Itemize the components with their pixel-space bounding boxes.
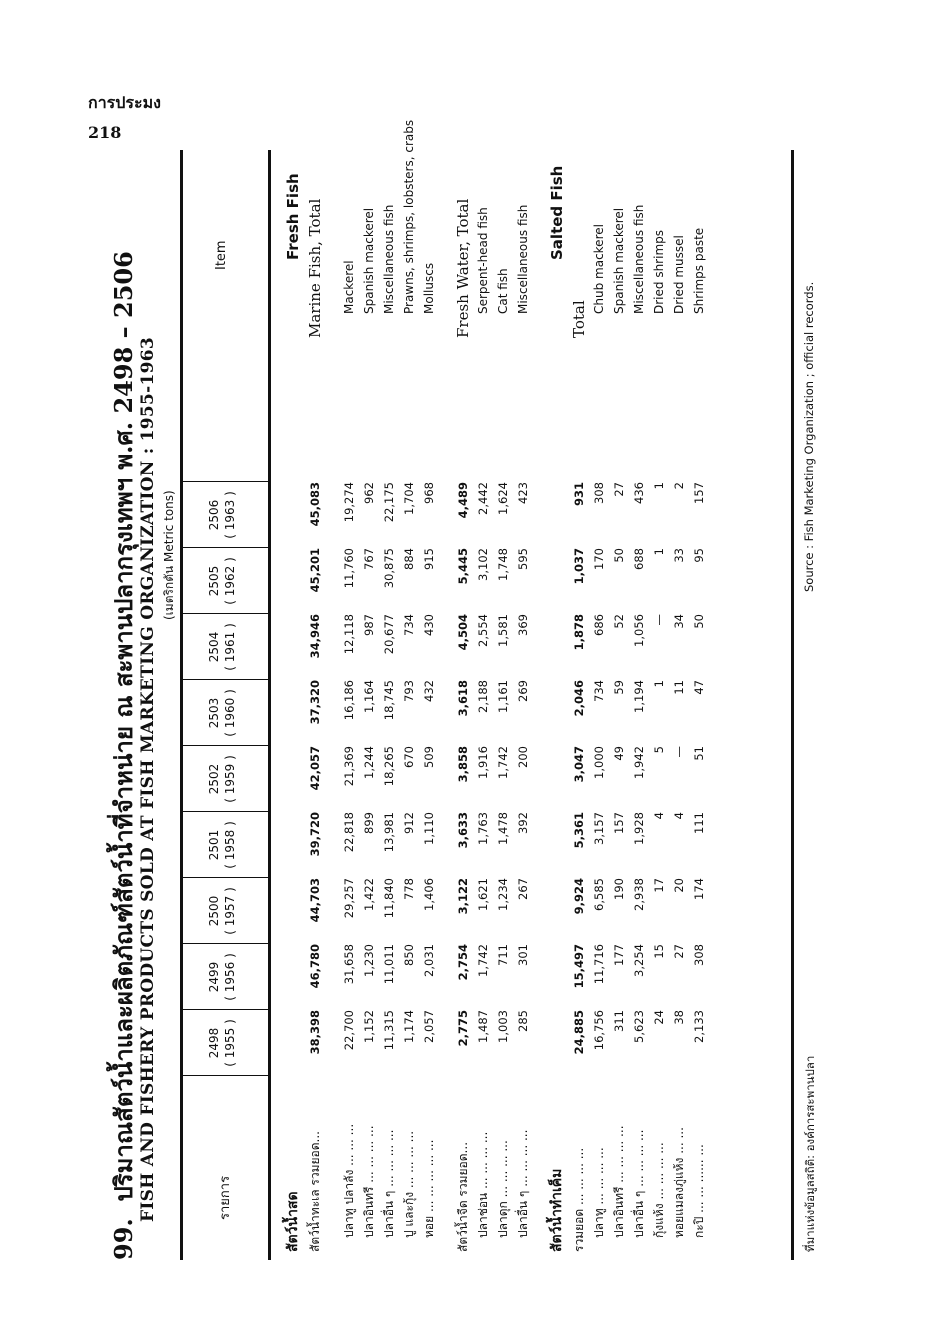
item-english: Fresh Water, Total (454, 198, 472, 338)
value-cell: 5 (652, 746, 666, 754)
value-cell: 3,618 (456, 680, 470, 717)
value-cell: 11,760 (342, 548, 356, 589)
value-cell: 20,677 (382, 614, 396, 655)
value-cell: 38,398 (308, 1010, 322, 1055)
item-english: Mackerel (342, 260, 356, 314)
value-cell: 1,422 (362, 878, 376, 911)
value-cell: 3,254 (632, 944, 646, 977)
value-cell: 29,257 (342, 878, 356, 919)
value-cell: 11,315 (382, 1010, 396, 1051)
value-cell: 11,840 (382, 878, 396, 919)
table-row (610, 150, 629, 1260)
item-thai: ปลาอินทรี ... ... ... ... (612, 1125, 626, 1238)
item-english: Spanish mackerel (612, 207, 626, 314)
year-header (206, 746, 238, 812)
table-row (630, 150, 649, 1260)
table-row (360, 150, 379, 1260)
item-english: Cat fish (496, 268, 510, 314)
value-cell: 2,442 (476, 482, 490, 515)
value-cell: 711 (496, 944, 510, 966)
value-cell: 18,745 (382, 680, 396, 721)
value-cell: 45,201 (308, 548, 322, 593)
value-cell: 5,623 (632, 1010, 646, 1043)
value-cell: 1,037 (572, 548, 586, 585)
value-cell: 170 (592, 548, 606, 570)
year-be: 2503 (207, 697, 221, 729)
value-cell: 1,194 (632, 680, 646, 713)
year-be: 2500 (207, 895, 221, 927)
value-cell: 4,489 (456, 482, 470, 519)
year-be: 2502 (207, 763, 221, 795)
header-rule (268, 150, 271, 1260)
source-thai: ที่มาแห่งข้อมูลสถิติ: องค์การสะพานปลา (803, 1055, 817, 1252)
value-cell: 34,946 (308, 614, 322, 659)
value-cell: 915 (422, 548, 436, 570)
value-cell: 734 (402, 614, 416, 636)
year-header (206, 680, 238, 746)
year-be: 2498 (207, 1027, 221, 1059)
total-row (454, 150, 473, 1260)
value-cell: 22,175 (382, 482, 396, 523)
item-thai: หอยแมลงภู่แห้ง ... ... (672, 1127, 686, 1238)
item-english: Miscellaneous fish (382, 204, 396, 314)
value-cell: 45,083 (308, 482, 322, 527)
value-cell: 2,046 (572, 680, 586, 717)
value-cell: 1,748 (496, 548, 510, 581)
value-cell: 311 (612, 1010, 626, 1032)
value-cell: 3,858 (456, 746, 470, 783)
item-english: Spanish mackerel (362, 207, 376, 314)
value-cell: 177 (612, 944, 626, 966)
table-row (590, 150, 609, 1260)
value-cell: 27 (612, 482, 626, 497)
value-cell: 987 (362, 614, 376, 636)
item-thai: ปลาอินทรี ... ... ... ... (362, 1125, 376, 1238)
value-cell: 200 (516, 746, 530, 768)
unit-label: (เมตริกตัน Metric tons) (162, 490, 176, 620)
value-cell: 3,633 (456, 812, 470, 849)
value-cell: 4 (652, 812, 666, 820)
value-cell: 1,742 (476, 944, 490, 977)
section-heading-row (548, 150, 567, 1260)
value-cell: 1,003 (496, 1010, 510, 1043)
value-cell: 2,031 (422, 944, 436, 977)
value-cell: 1,161 (496, 680, 510, 713)
value-cell: 670 (402, 746, 416, 768)
item-thai: สัตว์น้ำจืด รวมยอด... (456, 1141, 470, 1252)
value-cell: 1 (652, 482, 666, 490)
value-cell: 884 (402, 548, 416, 570)
value-cell: 5,445 (456, 548, 470, 585)
value-cell: 1,916 (476, 746, 490, 779)
value-cell: 1,487 (476, 1010, 490, 1043)
value-cell: 34 (672, 614, 686, 629)
value-cell: 1,763 (476, 812, 490, 845)
total-row (306, 150, 325, 1260)
value-cell: 1 (652, 680, 666, 688)
value-cell: 27 (672, 944, 686, 959)
value-cell: 39,720 (308, 812, 322, 857)
year-ad: ( 1962 ) (223, 557, 237, 605)
value-cell: 1,878 (572, 614, 586, 651)
value-cell: 1,621 (476, 878, 490, 911)
item-thai: สัตว์น้ำสด (285, 1191, 301, 1252)
item-thai: ปลาดุก ... ... ... ... (496, 1140, 510, 1238)
value-cell: 174 (692, 878, 706, 900)
value-cell: 686 (592, 614, 606, 636)
item-english: Miscellaneous fish (516, 204, 530, 314)
year-header (206, 944, 238, 1010)
value-cell: 2,057 (422, 1010, 436, 1043)
value-cell: 2,554 (476, 614, 490, 647)
value-cell: 16,756 (592, 1010, 606, 1051)
value-cell: 11,716 (592, 944, 606, 985)
value-cell: 31,658 (342, 944, 356, 985)
item-english: Salted Fish (548, 165, 566, 260)
item-english: Molluscs (422, 262, 436, 314)
item-english: Dried shrimps (652, 229, 666, 314)
value-cell: 301 (516, 944, 530, 966)
value-cell: 157 (692, 482, 706, 504)
value-cell: 931 (572, 482, 586, 507)
bottom-rule (791, 150, 794, 1260)
value-cell: 5,361 (572, 812, 586, 849)
value-cell: 2,754 (456, 944, 470, 981)
value-cell: 52 (612, 614, 626, 629)
item-thai: กะปิ ... ... ...... ... (692, 1144, 706, 1238)
table-title-th: ปริมาณสัตว์น้ำและผลิตภัณฑ์สัตว์น้ำที่จำหน่าย ณ สะพานปลากรุงเทพฯ พ.ศ. 2498 – 2506 (109, 251, 138, 1202)
year-ad: ( 1961 ) (223, 623, 237, 671)
value-cell: 44,703 (308, 878, 322, 923)
page-number: 218 (88, 123, 122, 142)
year-header (206, 1010, 238, 1076)
value-cell: 16,186 (342, 680, 356, 721)
item-english: Dried mussel (672, 235, 686, 314)
section-heading-row (284, 150, 303, 1260)
value-cell: 19,274 (342, 482, 356, 523)
value-cell: 22,700 (342, 1010, 356, 1051)
value-cell: 49 (612, 746, 626, 761)
item-english: Marine Fish, Total (306, 198, 324, 338)
value-cell: 2,938 (632, 878, 646, 911)
value-cell: 1,624 (496, 482, 510, 515)
table-row (380, 150, 399, 1260)
value-cell: 190 (612, 878, 626, 900)
value-cell: 688 (632, 548, 646, 570)
value-cell: 793 (402, 680, 416, 702)
value-cell: 1,000 (592, 746, 606, 779)
value-cell: 42,057 (308, 746, 322, 791)
value-cell: 21,369 (342, 746, 356, 787)
year-header (206, 812, 238, 878)
item-english: Chub mackerel (592, 224, 606, 314)
value-cell: 308 (592, 482, 606, 504)
table-number: 99. (109, 1218, 138, 1260)
value-cell: 46,780 (308, 944, 322, 989)
rotated-table (96, 119, 826, 1260)
year-ad: ( 1958 ) (223, 821, 237, 869)
value-cell: 33 (672, 548, 686, 563)
value-cell: 432 (422, 680, 436, 702)
value-cell: 18,265 (382, 746, 396, 787)
item-english: Prawns, shrimps, lobsters, crabs (402, 119, 416, 314)
item-thai: ปลาอื่น ๆ ... ... ... ... (382, 1129, 396, 1238)
value-cell: 1,942 (632, 746, 646, 779)
value-cell: 1,230 (362, 944, 376, 977)
value-cell: 38 (672, 1010, 686, 1025)
value-cell: 4,504 (456, 614, 470, 651)
value-cell: 1,742 (496, 746, 510, 779)
value-cell: 962 (362, 482, 376, 504)
value-cell: 1,244 (362, 746, 376, 779)
top-rule (180, 150, 183, 1260)
item-thai: สัตว์น้ำทำเค็ม (549, 1168, 565, 1252)
value-cell: 111 (692, 812, 706, 834)
value-cell: 12,118 (342, 614, 356, 655)
value-cell: 2,133 (692, 1010, 706, 1043)
value-cell: 734 (592, 680, 606, 702)
table-title-english: FISH AND FISHERY PRODUCTS SOLD AT FISH MARKETING ORGANIZATION : 1955-1963 (138, 336, 158, 1222)
source-english: Source : Fish Marketing Organization ; official records. (802, 281, 816, 592)
value-cell: 95 (692, 548, 706, 563)
value-cell: 509 (422, 746, 436, 768)
value-cell: 308 (692, 944, 706, 966)
value-cell: 3,122 (456, 878, 470, 915)
value-cell: 1,478 (496, 812, 510, 845)
value-cell: 22,818 (342, 812, 356, 853)
value-cell: 1,164 (362, 680, 376, 713)
item-thai: ปลาอื่น ๆ ... ... ... ... (516, 1129, 530, 1238)
value-cell: 6,585 (592, 878, 606, 911)
value-cell: 3,102 (476, 548, 490, 581)
value-cell: 1,406 (422, 878, 436, 911)
value-cell: 1,056 (632, 614, 646, 647)
item-thai: ปลาทู ... ... ... ... (592, 1147, 606, 1238)
value-cell: 15,497 (572, 944, 586, 989)
value-cell: 11 (672, 680, 686, 695)
value-cell: 423 (516, 482, 530, 504)
value-cell: — (652, 614, 666, 626)
table-row (650, 150, 669, 1260)
value-cell: 269 (516, 680, 530, 702)
year-header (206, 878, 238, 944)
value-cell: 285 (516, 1010, 530, 1032)
year-ad: ( 1955 ) (223, 1019, 237, 1067)
value-cell: 1,110 (422, 812, 436, 845)
year-ad: ( 1960 ) (223, 689, 237, 737)
table-row (494, 150, 513, 1260)
value-cell: 157 (612, 812, 626, 834)
item-english: Serpent-head fish (476, 207, 490, 314)
value-cell: 2,188 (476, 680, 490, 713)
value-cell: 430 (422, 614, 436, 636)
item-english: Fresh Fish (284, 173, 302, 260)
value-cell: 2,775 (456, 1010, 470, 1047)
value-cell: 968 (422, 482, 436, 504)
value-cell: 59 (612, 680, 626, 695)
value-cell: 24 (652, 1010, 666, 1025)
table-row (340, 150, 359, 1260)
item-english: Miscellaneous fish (632, 204, 646, 314)
total-row (570, 150, 589, 1260)
value-cell: 3,157 (592, 812, 606, 845)
value-cell: 51 (692, 746, 706, 761)
table-row (474, 150, 493, 1260)
item-thai: รวมยอด ... ... ... ... (572, 1147, 586, 1252)
value-cell: 778 (402, 878, 416, 900)
value-cell: 899 (362, 812, 376, 834)
item-thai: สัตว์น้ำทะเล รวมยอด... (308, 1131, 322, 1252)
column-label-english: Item (214, 240, 229, 270)
value-cell: 595 (516, 548, 530, 570)
value-cell: 767 (362, 548, 376, 570)
value-cell: 37,320 (308, 680, 322, 725)
value-cell: 369 (516, 614, 530, 636)
year-ad: ( 1957 ) (223, 887, 237, 935)
item-english: Total (570, 300, 588, 338)
value-cell: 30,875 (382, 548, 396, 589)
value-cell: 1 (652, 548, 666, 556)
item-thai: หอย ... ... ... ... ... (422, 1139, 436, 1238)
table-row (670, 150, 689, 1260)
value-cell: 1,174 (402, 1010, 416, 1043)
value-cell: 9,924 (572, 878, 586, 915)
value-cell: 1,152 (362, 1010, 376, 1043)
item-thai: ปลาช่อน ... ... ... ... (476, 1131, 490, 1238)
item-thai: ปู และกุ้ง ... ... ... ... (402, 1130, 416, 1238)
value-cell: 17 (652, 878, 666, 893)
value-cell: 4 (672, 812, 686, 820)
year-header (206, 548, 238, 614)
page-header (88, 88, 161, 148)
value-cell: 436 (632, 482, 646, 504)
table-row (690, 150, 709, 1260)
table-row (400, 119, 419, 1260)
value-cell: 24,885 (572, 1010, 586, 1055)
value-cell: 50 (692, 614, 706, 629)
value-cell: 47 (692, 680, 706, 695)
table-row (420, 150, 439, 1260)
value-cell: 267 (516, 878, 530, 900)
value-cell: 3,047 (572, 746, 586, 783)
value-cell: 50 (612, 548, 626, 563)
value-cell: 912 (402, 812, 416, 834)
value-cell: 392 (516, 812, 530, 834)
year-ad: ( 1956 ) (223, 953, 237, 1001)
year-ad: ( 1959 ) (223, 755, 237, 803)
value-cell: 1,581 (496, 614, 510, 647)
year-be: 2506 (207, 499, 221, 531)
value-cell: 2 (672, 482, 686, 490)
section-title: การประมง (88, 93, 161, 112)
value-cell: 13,981 (382, 812, 396, 853)
year-ad: ( 1963 ) (223, 491, 237, 539)
item-english: Shrimps paste (692, 227, 706, 314)
year-be: 2501 (207, 829, 221, 861)
value-cell: 11,011 (382, 944, 396, 985)
year-header (206, 614, 238, 680)
year-be: 2504 (207, 631, 221, 663)
value-cell: 1,704 (402, 482, 416, 515)
column-label-thai: รายการ (218, 1175, 233, 1220)
value-cell: — (672, 746, 686, 758)
value-cell: 20 (672, 878, 686, 893)
value-cell: 1,928 (632, 812, 646, 845)
item-thai: กุ้งแห้ง ... ... ... ... (652, 1142, 666, 1238)
value-cell: 1,234 (496, 878, 510, 911)
value-cell: 15 (652, 944, 666, 959)
year-header (206, 482, 238, 548)
item-thai: ปลาอื่น ๆ ... ... ... ... (632, 1129, 646, 1238)
value-cell: 850 (402, 944, 416, 966)
item-thai: ปลาทู ปลาลัง ... ... ... (342, 1123, 356, 1238)
year-be: 2505 (207, 565, 221, 597)
table-row (514, 150, 533, 1260)
year-be: 2499 (207, 961, 221, 993)
